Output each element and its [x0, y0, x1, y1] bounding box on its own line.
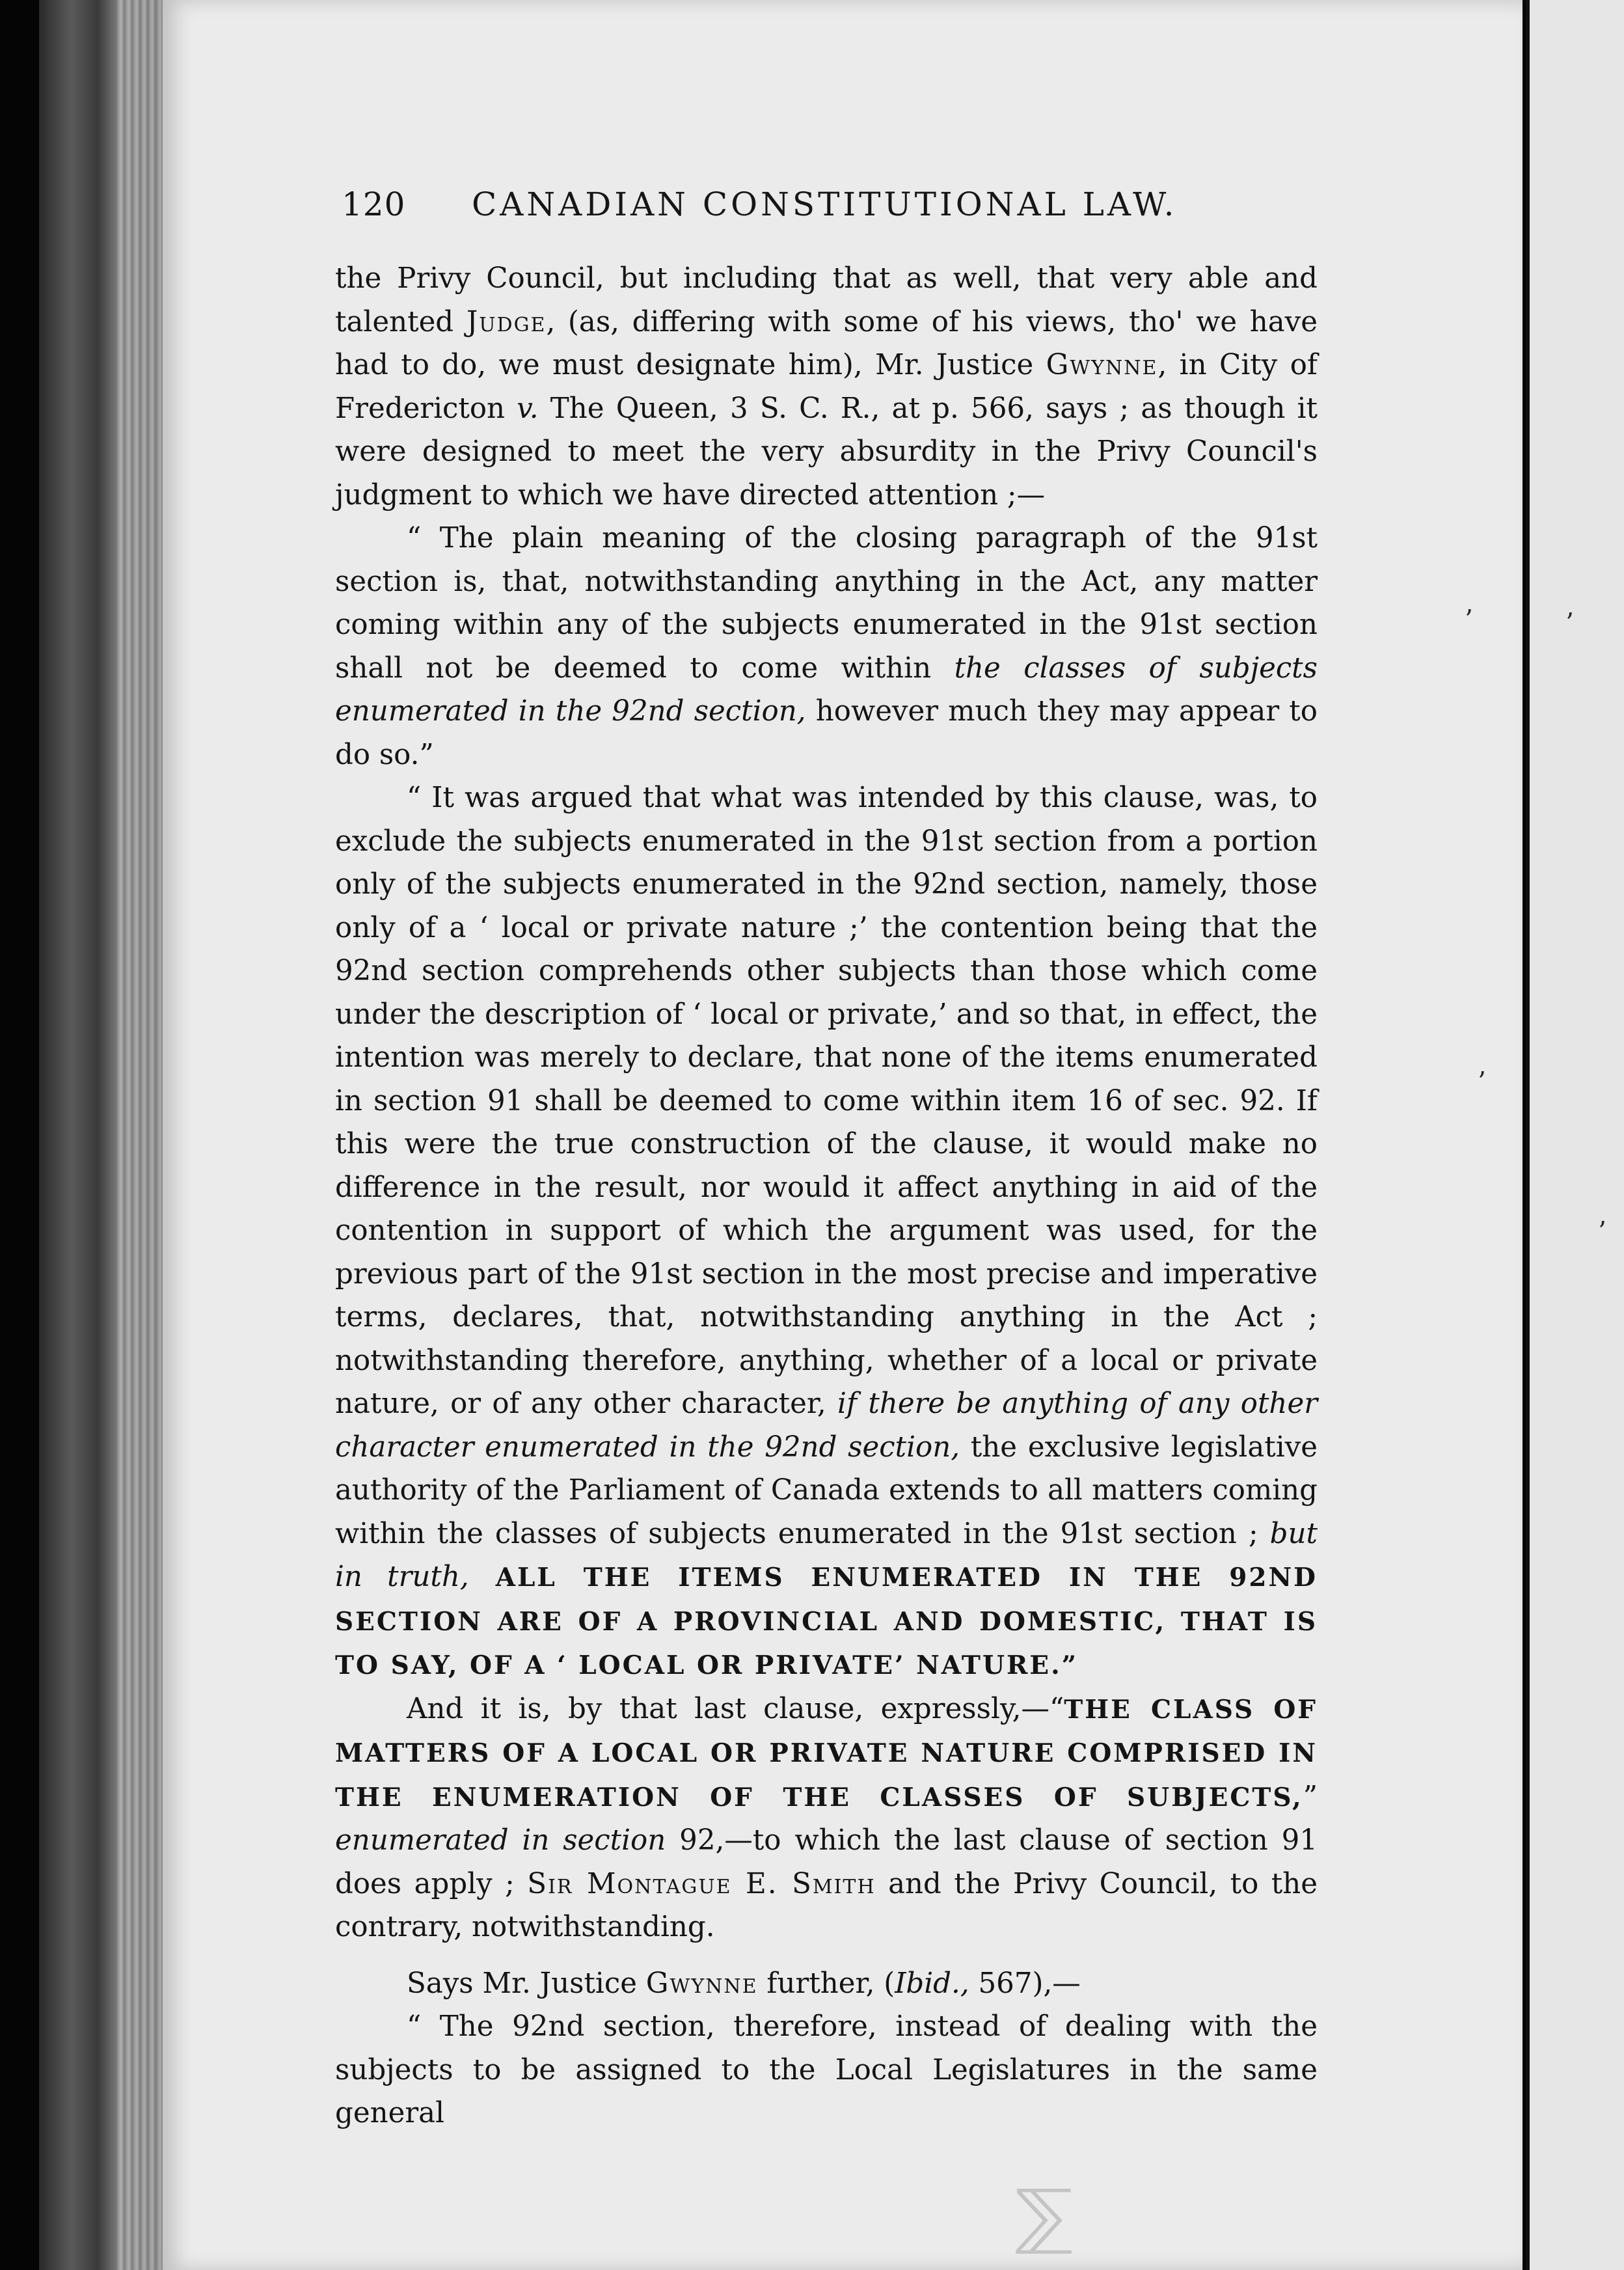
margin-mark: ʼ: [1597, 1217, 1606, 1247]
text-run: “ The 92nd section, therefore, instead of dealing with the subjects to be assigned to the Local Legislatures in the same general: [335, 2010, 1318, 2129]
text-run: And it is, by that last clause, expressly,—“: [407, 1692, 1064, 1725]
text-run: 567),—: [969, 1967, 1081, 2000]
running-head: CANADIAN CONSTITUTIONAL LAW.: [472, 185, 1178, 223]
text-run: the exclusive legislative authority of the Parliament of Canada extends to all matters coming within the classes of subjects enumerated in the 91st section ;: [335, 1430, 1318, 1550]
paragraph-6: [335, 2005, 1318, 2135]
text-run: further, (: [757, 1967, 895, 2000]
text-run-italic: Ibid.,: [895, 1967, 969, 2000]
margin-mark: ʼ: [1477, 1067, 1485, 1097]
text-run: however much they may appear to do so.”: [335, 695, 1318, 771]
text-run-smallcaps: Gwynne: [1046, 349, 1158, 381]
text-run: the Privy Council, but including that as well, that very able and talented: [335, 262, 1318, 338]
page-number: 120: [342, 185, 406, 223]
text-run: ”: [1303, 1780, 1318, 1813]
text-run: “ The plain meaning of the closing paragraph of the 91st section is, that, notwithstanding anything in the Act, any matter coming within any of the subjects enumerated in the 91st section shall not be deemed to come within: [335, 522, 1318, 685]
paragraph-4: [335, 1688, 1318, 1949]
text-run-smallcaps: Sir Montague E. Smith: [527, 1867, 876, 1900]
margin-mark: ʼ: [1565, 609, 1573, 638]
text-run-italic: if there be anything of any other character enumerated in the 92nd section,: [335, 1388, 1318, 1464]
paragraph-1: [335, 257, 1318, 517]
paragraph-5: [335, 1962, 1318, 2006]
margin-mark: ʼ: [1464, 605, 1472, 635]
text-run: The Queen, 3 S. C. R., at p. 566, says ; as though it were designed to meet the very absurdity in the Privy Council's judgment to which we have directed attention ;—: [335, 392, 1318, 512]
text-run-italic: but in truth,: [335, 1517, 1318, 1593]
text-run: “ It was argued that what was intended by this clause, was, to exclude the subjects enumerated in the 91st section from a portion only of the subjects enumerated in the 92nd section, namely, those only of a ‘ local or private nature ;’ the contention being that the 92nd section comprehends other subjects than those which come under the description of ‘ local or private,’ and so that, in effect, the intention was merely to declare, that none of the items enumerated in section 91 shall be deemed to come within item 16 of sec. 92. If this were the true construction of the clause, it would make no difference in the result, nor would it affect anything in aid of the contention in support of which the argument was used, for the previous part of the 91st section in the most precise and imperative terms, declares, that, notwithstanding anything in the Act ; notwithstanding therefore, anything, whether of a local or private nature, or of any other character,: [335, 782, 1318, 1420]
text-run-caps: ALL THE ITEMS ENUMERATED IN THE 92ND SECTION ARE OF A PROVINCIAL AND DOMESTIC, THAT IS TO SAY, OF A ‘ LOCAL OR PRIVATE’ NATURE.”: [335, 1563, 1318, 1680]
pencil-mark: ⅀: [1015, 2174, 1074, 2257]
text-run: , (as, differing with some of his views, tho' we have had to do, we must designate him), Mr. Justice: [335, 305, 1318, 381]
text-run-caps: THE CLASS OF MATTERS OF A LOCAL OR PRIVATE NATURE COMPRISED IN THE ENUMERATION OF THE CLASSES OF SUBJECTS,: [335, 1694, 1318, 1812]
text-run-italic: the classes of subjects enumerated in the 92nd section,: [335, 651, 1318, 728]
text-run-smallcaps: Judge: [466, 305, 547, 338]
text-run-italic: v.: [517, 392, 539, 425]
paragraph-2: [335, 517, 1318, 776]
text-run: and the Privy Council, to the contrary, notwithstanding.: [335, 1867, 1318, 1943]
page-header: [342, 185, 1331, 238]
text-run-italic: enumerated in section: [335, 1824, 666, 1857]
text-run: 92,—to which the last clause of section 91 does apply ;: [335, 1824, 1318, 1900]
paragraph-3: [335, 776, 1318, 1688]
facing-page-edge: [1526, 0, 1624, 2270]
text-run-smallcaps: Gwynne: [645, 1967, 758, 2000]
text-run: Says Mr. Justice: [407, 1967, 646, 2000]
text-run: , in City of Fredericton: [335, 349, 1318, 425]
page-body: [335, 257, 1318, 2135]
